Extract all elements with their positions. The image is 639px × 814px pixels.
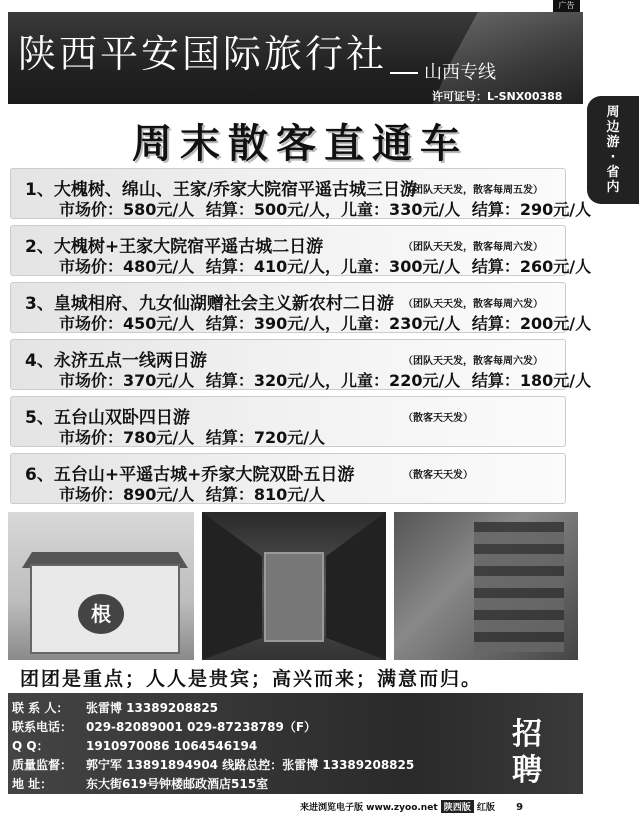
page-number: 9 bbox=[516, 802, 524, 813]
recruit-char: 聘 bbox=[512, 753, 542, 788]
route-schedule: （团队天天发，散客每周五发） bbox=[403, 185, 543, 196]
footer-edition-box: 陕西版 bbox=[441, 800, 474, 813]
route-item bbox=[10, 225, 592, 276]
contact-row bbox=[12, 737, 257, 754]
page-title: 周末散客直通车 bbox=[100, 112, 500, 169]
route-schedule: （团队天天发，散客每周六发） bbox=[403, 299, 543, 310]
contact-label: 地 址： bbox=[12, 777, 53, 791]
route-name: 1、大槐树、绵山、王家/乔家大院宿平遥古城三日游 bbox=[25, 180, 418, 200]
hanging-temple-photo bbox=[394, 512, 578, 660]
footer-text: 来进浏览电子版 www.zyoo.net bbox=[300, 803, 438, 813]
contact-row bbox=[12, 718, 316, 735]
route-prices: 市场价：580元/人 结算：500元/人，儿童：330元/人 结算：290元/人 bbox=[59, 200, 592, 219]
contact-row bbox=[12, 775, 268, 792]
contact-value: 1910970086 1064546194 bbox=[86, 739, 258, 753]
contact-panel bbox=[8, 693, 583, 794]
contact-value: 东大街619号钟楼邮政酒店515室 bbox=[86, 777, 269, 791]
side-tab-char: 游 bbox=[606, 135, 620, 150]
ad-tag: 广告 bbox=[553, 0, 580, 12]
alley-wall-left bbox=[202, 512, 262, 660]
side-tab-char: 内 bbox=[606, 180, 620, 195]
route-prices: 市场价：890元/人 结算：810元/人 bbox=[59, 485, 326, 504]
courtyard-gate bbox=[264, 552, 324, 642]
contact-row bbox=[12, 699, 218, 716]
side-tab-char: 周 bbox=[606, 105, 620, 120]
recruit-calligraphy bbox=[477, 717, 577, 791]
route-item bbox=[10, 396, 566, 447]
route-item bbox=[10, 339, 592, 390]
recruit-char: 招 bbox=[512, 717, 542, 752]
agency-banner bbox=[8, 12, 583, 104]
route-name: 2、大槐树+王家大院宿平遥古城二日游 bbox=[25, 237, 324, 257]
route-prices: 市场价：480元/人 结算：410元/人，儿童：300元/人 结算：260元/人 bbox=[59, 257, 592, 276]
route-item bbox=[10, 168, 592, 219]
footer-edition: 红版 bbox=[476, 803, 495, 813]
route-schedule: （散客天天发） bbox=[403, 413, 473, 424]
route-name: 3、皇城相府、九女仙湖赠社会主义新农村二日游 bbox=[25, 294, 394, 314]
route-schedule: （团队天天发，散客每周六发） bbox=[403, 242, 543, 253]
contact-value: 029-82089001 029-87238789（F） bbox=[86, 720, 317, 734]
contact-label: Q Q： bbox=[12, 739, 49, 753]
contact-label: 联系电话： bbox=[12, 720, 73, 734]
route-prices: 市场价：370元/人 结算：320元/人，儿童：220元/人 结算：180元/人 bbox=[59, 371, 592, 390]
contact-row bbox=[12, 756, 414, 773]
agency-name: 陕西平安国际旅行社 bbox=[18, 32, 388, 76]
side-tab-char: 省 bbox=[606, 165, 620, 180]
section-side-tab bbox=[587, 96, 639, 204]
temple-structure bbox=[474, 522, 564, 652]
gate-plaque: 根 bbox=[78, 594, 124, 634]
route-list bbox=[10, 168, 592, 510]
gate-photo bbox=[8, 512, 194, 660]
slogan: 团团是重点；人人是贵宾；高兴而来；满意而归。 bbox=[20, 668, 483, 690]
page-footer bbox=[300, 800, 523, 813]
route-schedule: （团队天天发，散客每周六发） bbox=[403, 356, 543, 367]
route-name: 6、五台山+平遥古城+乔家大院双卧五日游 bbox=[25, 465, 355, 485]
route-item bbox=[10, 453, 566, 504]
contact-value: 郭宁军 13891894904 线路总控：张雷博 13389208825 bbox=[86, 758, 415, 772]
courtyard-photo bbox=[202, 512, 386, 660]
route-name: 4、永济五点一线两日游 bbox=[25, 351, 207, 371]
route-prices: 市场价：780元/人 结算：720元/人 bbox=[59, 428, 326, 447]
contact-value: 张雷博 13389208825 bbox=[86, 701, 219, 715]
banner-subtitle: 山西专线 bbox=[390, 58, 496, 84]
route-prices: 市场价：450元/人 结算：390元/人，儿童：230元/人 结算：200元/人 bbox=[59, 314, 592, 333]
alley-wall-right bbox=[326, 512, 386, 660]
route-name: 5、五台山双卧四日游 bbox=[25, 408, 190, 428]
route-item bbox=[10, 282, 592, 333]
license-number: 许可证号：L-SNX00388 bbox=[432, 90, 563, 103]
side-tab-char: 边 bbox=[606, 120, 620, 135]
side-tab-char: · bbox=[610, 150, 616, 165]
route-schedule: （散客天天发） bbox=[403, 470, 473, 481]
contact-label: 联 系 人： bbox=[12, 701, 69, 715]
photo-strip bbox=[8, 512, 578, 660]
contact-label: 质量监督： bbox=[12, 758, 73, 772]
